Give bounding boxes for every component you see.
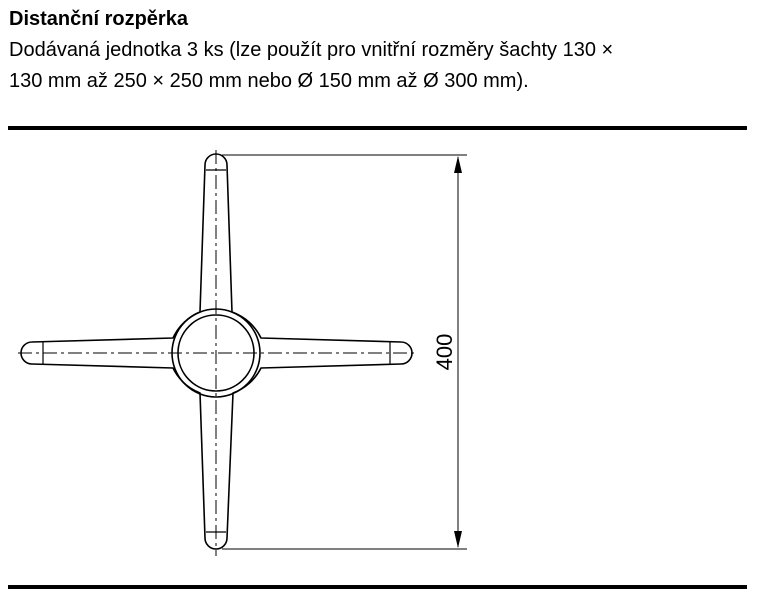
description-line-2: 130 mm až 250 × 250 mm nebo Ø 150 mm až Ø 300 mm).: [9, 70, 529, 92]
dimension-label: 400: [432, 333, 457, 371]
description-line-1: Dodávaná jednotka 3 ks (lze použít pro vnitřní rozměry šachty 130 ×: [9, 39, 614, 61]
bottom-divider: [8, 585, 747, 589]
dimension-arrow-bottom: [454, 531, 462, 548]
dimension-arrow-top: [454, 156, 462, 173]
spacer-title: Distanční rozpěrka: [9, 8, 188, 30]
